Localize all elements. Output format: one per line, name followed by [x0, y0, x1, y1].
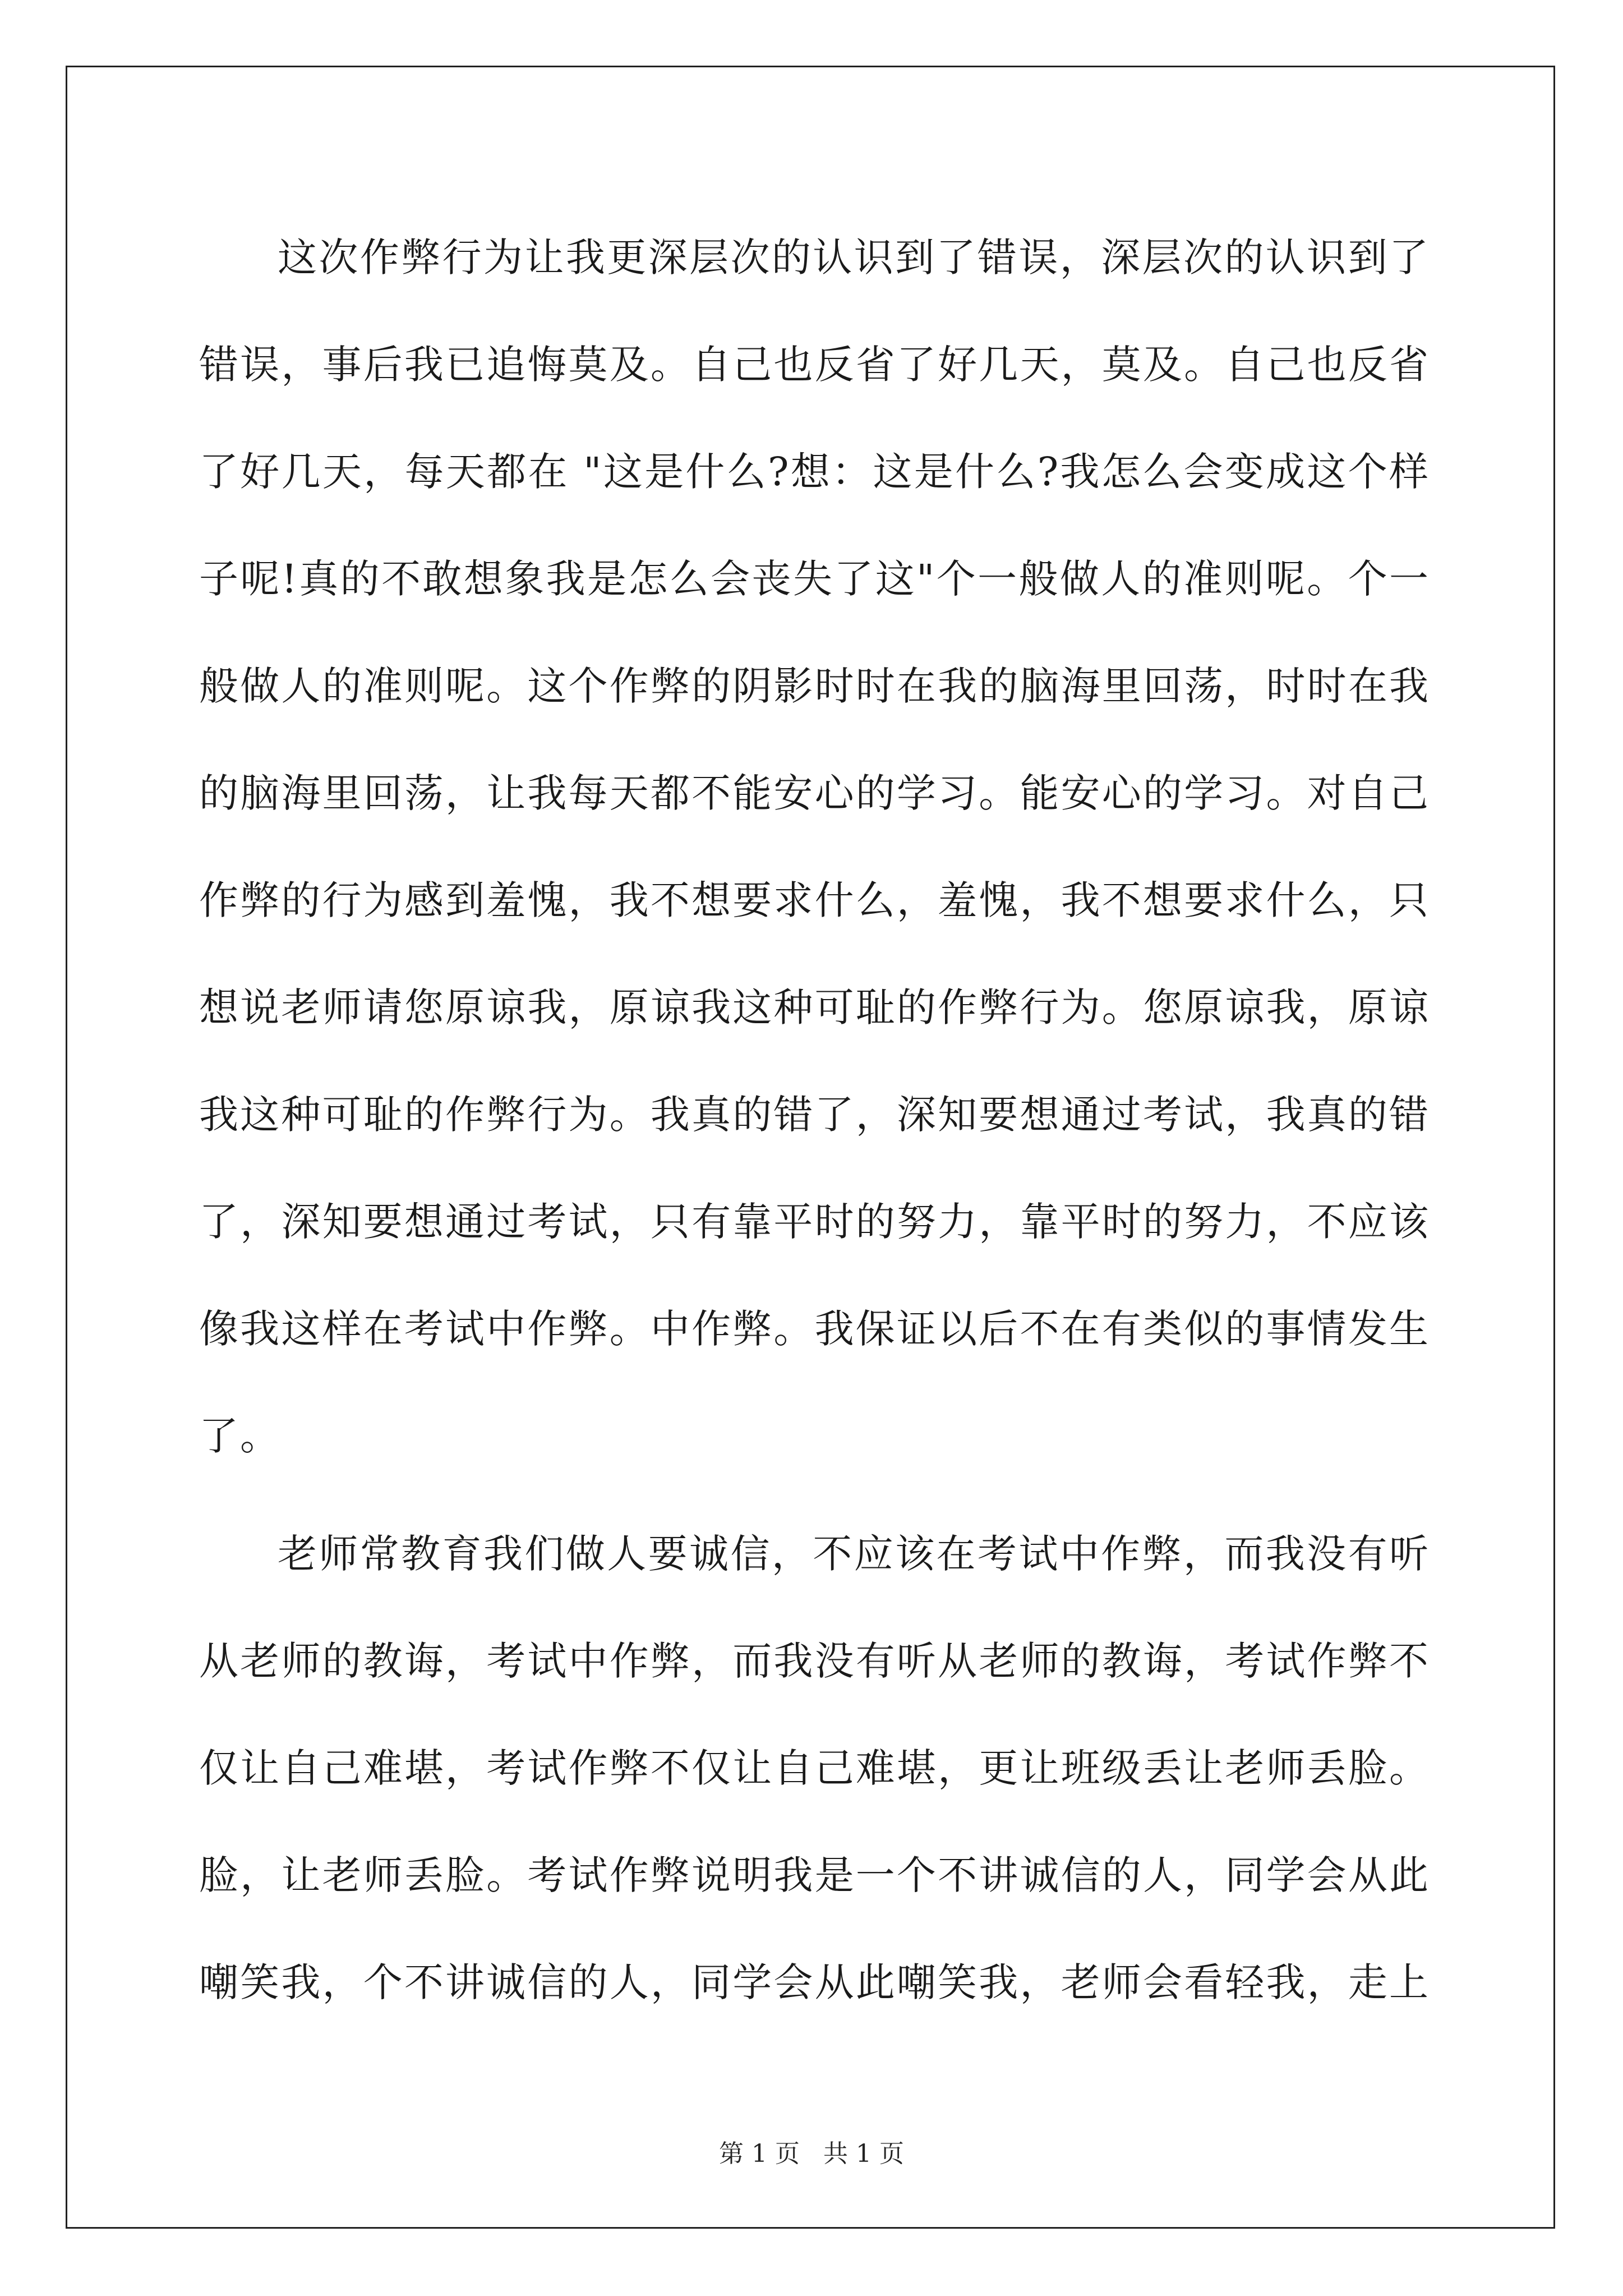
text-line: 老师常教育我们做人要诚信，不应该在考试中作弊，而我没有听 — [278, 1531, 1430, 1577]
text-line: 想说老师请您原谅我，原谅我这种可耻的作弊行为。您原谅我，原谅 — [199, 984, 1430, 1030]
text-line: 了，深知要想通过考试，只有靠平时的努力，靠平时的努力，不应该 — [199, 1199, 1430, 1245]
text-line: 这次作弊行为让我更深层次的认识到了错误，深层次的认识到了 — [278, 234, 1430, 280]
text-line: 像我这样在考试中作弊。中作弊。我保证以后不在有类似的事情发生 — [199, 1306, 1430, 1352]
text-line: 嘲笑我，个不讲诚信的人，同学会从此嘲笑我，老师会看轻我，走上 — [199, 1959, 1430, 2005]
text-line: 子呢!真的不敢想象我是怎么会丧失了这"个一般做人的准则呢。个一 — [199, 556, 1430, 602]
text-line: 脸，让老师丢脸。考试作弊说明我是一个不讲诚信的人，同学会从此 — [199, 1852, 1430, 1898]
paragraph-1 — [199, 204, 1430, 1490]
text-line: 从老师的教诲，考试中作弊，而我没有听从老师的教诲，考试作弊不 — [199, 1638, 1430, 1684]
text-line: 了。 — [199, 1413, 281, 1459]
text-line: 作弊的行为感到羞愧，我不想要求什么，羞愧，我不想要求什么，只 — [199, 877, 1430, 923]
text-line: 了好几天，每天都在 "这是什么?想：这是什么?我怎么会变成这个样 — [199, 449, 1430, 495]
paragraph-2 — [199, 1501, 1430, 2036]
paragraph-spacer — [199, 1490, 1430, 1501]
document-body — [199, 204, 1430, 2036]
text-line: 仅让自己难堪，考试作弊不仅让自己难堪，更让班级丢让老师丢脸。 — [199, 1745, 1430, 1791]
text-line: 错误，事后我已追悔莫及。自己也反省了好几天，莫及。自己也反省 — [199, 342, 1430, 388]
text-line: 我这种可耻的作弊行为。我真的错了，深知要想通过考试，我真的错 — [199, 1092, 1430, 1138]
page-number-footer: 第 1 页 共 1 页 — [719, 2139, 904, 2168]
text-line: 般做人的准则呢。这个作弊的阴影时时在我的脑海里回荡，时时在我 — [199, 663, 1430, 709]
text-line: 的脑海里回荡，让我每天都不能安心的学习。能安心的学习。对自己 — [199, 770, 1430, 816]
